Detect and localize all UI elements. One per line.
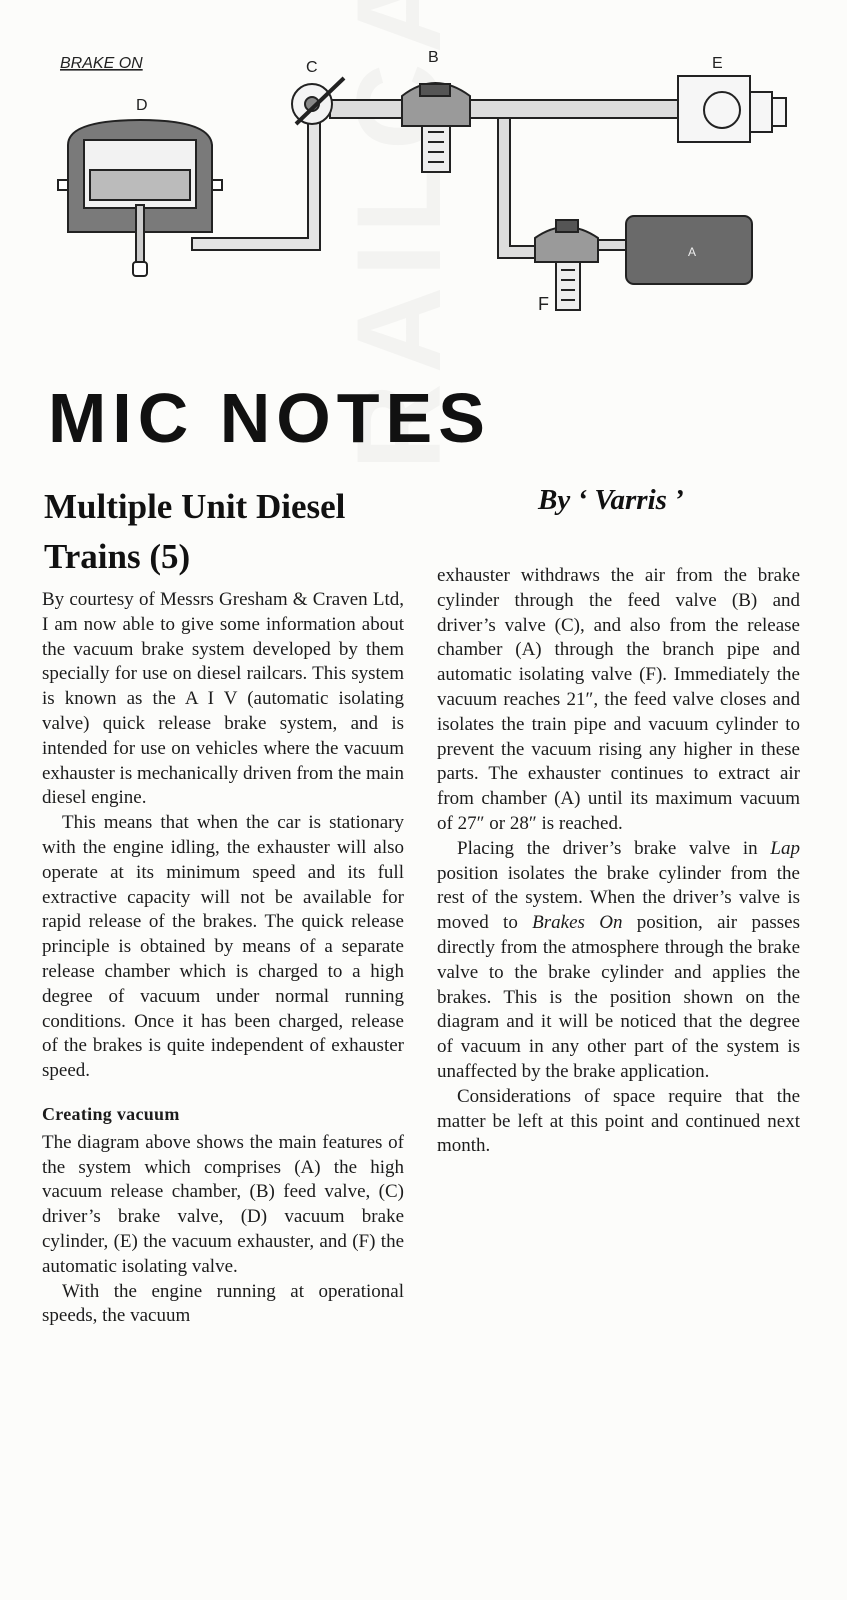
paragraph: With the engine running at operational speeds, the vacuum — [42, 1280, 404, 1327]
paragraph: Placing the driver’s brake valve in Lap position isolates the brake cylinder from the rest of the system. When the driver’s valve is moved to Brakes On position, air passes directly from the atmosphere through the brake valve to the brake cylinder and applies the brakes. This is the position shown on the diagram and it will be noticed that the degree of vacuum in any other part of the system is unaffected by the brake application. — [437, 837, 800, 1082]
vacuum-brake-diagram — [0, 0, 847, 360]
section-headline: MIC NOTES — [48, 379, 491, 457]
diagram-caption: BRAKE ON — [60, 55, 143, 72]
article-byline: By ‘ Varris ’ — [538, 484, 684, 516]
term-brakes-on: Brakes On — [532, 912, 623, 934]
column-right — [437, 564, 800, 1159]
subheading: Creating vacuum — [42, 1103, 180, 1124]
term-lap: Lap — [770, 837, 800, 859]
feed-valve-b — [402, 83, 470, 172]
brake-cylinder-d — [58, 120, 222, 276]
paragraph: The diagram above shows the main features of the system which comprises (A) the high vacuum release chamber, (B) feed valve, (C) driver’s brake valve, (D) vacuum brake cylinder, (E) the vacuum exhauster, and (F) the automatic isolating valve. — [42, 1131, 404, 1277]
label-e: E — [712, 55, 723, 72]
label-c: C — [306, 59, 318, 76]
label-f: F — [538, 294, 549, 314]
vacuum-exhauster-e — [678, 76, 786, 142]
article-title: Multiple Unit Diesel Trains (5) — [44, 487, 346, 576]
label-d: D — [136, 97, 148, 114]
column-left — [42, 588, 404, 1329]
label-b: B — [428, 49, 439, 66]
paragraph: This means that when the car is stationary with the engine idling, the exhauster will also operate at its minimum speed and its full extractive capacity will not be available for rapid release of the brakes. The quick release principle is obtained by means of a separate release chamber which is charged to a high degree of vacuum under normal running conditions. Once it has been charged, release of the brakes is quite independent of exhauster speed. — [42, 812, 404, 1082]
paragraph: exhauster withdraws the air from the brake cylinder through the feed valve (B) and driver’s valve (C), and also from the release chamber (A) through the branch pipe and automatic isolating valve (F). Immediately the vacuum reaches 21″, the feed valve closes and isolates the train pipe and vacuum cylinder to prevent the vacuum rising any higher in these parts. The exhauster continues to extract air from chamber (A) until its maximum vacuum of 27″ or 28″ is reached. — [437, 565, 800, 834]
label-a: A — [688, 245, 697, 259]
paragraph: Considerations of space require that the matter be left at this point and continued next month. — [437, 1085, 800, 1157]
paragraph: By courtesy of Messrs Gresham & Craven Ltd, I am now able to give some information about the vacuum brake system developed by them specially for use on diesel railcars. This system is known as the A I V (automatic isolating valve) quick release brake system, and is intended for use on vehicles where the vacuum exhauster is mechanically driven from the main diesel engine. — [42, 589, 404, 809]
